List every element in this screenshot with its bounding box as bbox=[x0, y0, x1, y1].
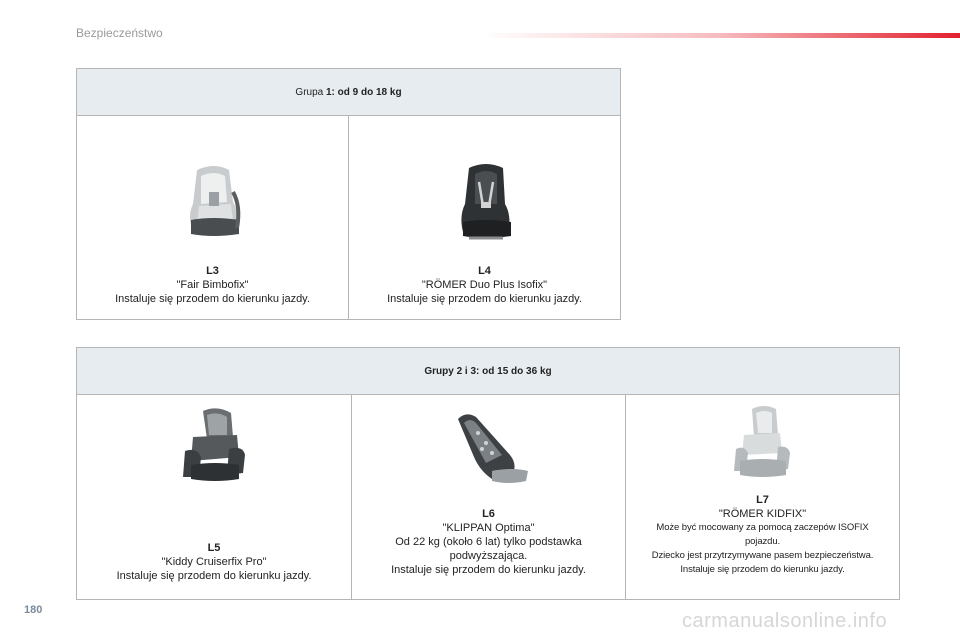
watermark: carmanualsonline.info bbox=[682, 610, 888, 632]
seat-cell-l7 bbox=[626, 395, 899, 599]
seat-info-l7-line2: pojazdu. bbox=[744, 536, 781, 547]
group2-3-header-bold: Grupy 2 i 3: od 15 do 36 kg bbox=[424, 365, 552, 377]
seat-caption-l6 bbox=[352, 507, 625, 577]
page-number: 180 bbox=[24, 604, 43, 616]
seat-info-l6-line3: Instaluje się przodem do kierunku jazdy. bbox=[391, 564, 586, 576]
seat-cell-l5 bbox=[77, 395, 352, 599]
group2-3-table bbox=[76, 347, 900, 600]
seat-info-l7-line1: Może być mocowany za pomocą zaczepów ISOFIX bbox=[656, 522, 869, 533]
section-title: Bezpieczeństwo bbox=[76, 26, 163, 40]
group1-header-prefix: Grupa bbox=[295, 86, 326, 98]
seat-name-l6: "KLIPPAN Optima" bbox=[442, 522, 535, 534]
seat-cell-l3 bbox=[77, 116, 349, 319]
header-accent-bar bbox=[480, 33, 960, 38]
seat-caption-l7 bbox=[626, 493, 899, 577]
child-seat-l6-image bbox=[452, 409, 532, 487]
seat-info-l6-line1: Od 22 kg (około 6 lat) tylko podstawka bbox=[395, 536, 582, 548]
seat-code-l5: L5 bbox=[207, 542, 221, 554]
group1-row bbox=[77, 116, 620, 319]
seat-name-l3: "Fair Bimbofix" bbox=[176, 279, 249, 291]
seat-code-l6: L6 bbox=[482, 508, 495, 520]
seat-caption-l3 bbox=[77, 264, 348, 306]
seat-info-l7-line3: Dziecko jest przytrzymywane pasem bezpieczeństwa. bbox=[651, 550, 874, 561]
seat-name-l4: "RÖMER Duo Plus Isofix" bbox=[421, 279, 548, 291]
child-seat-l5-image bbox=[177, 407, 251, 487]
seat-code-l4: L4 bbox=[478, 265, 491, 277]
seat-caption-l5 bbox=[77, 541, 351, 583]
seat-info-l3: Instaluje się przodem do kierunku jazdy. bbox=[115, 293, 310, 305]
seat-cell-l6 bbox=[352, 395, 626, 599]
seat-code-l3: L3 bbox=[206, 265, 219, 277]
seat-name-l7: "RÖMER KIDFIX" bbox=[718, 508, 807, 520]
group1-header bbox=[77, 69, 620, 116]
seat-caption-l4 bbox=[349, 264, 620, 306]
child-seat-l7-image bbox=[730, 405, 796, 487]
seat-info-l4: Instaluje się przodem do kierunku jazdy. bbox=[387, 293, 582, 305]
child-seat-l3-image bbox=[179, 162, 249, 242]
group1-header-bold: 1: od 9 do 18 kg bbox=[326, 86, 402, 98]
group2-3-row bbox=[77, 395, 899, 599]
seat-info-l6-line2: podwyższająca. bbox=[449, 550, 528, 562]
seat-name-l5: "Kiddy Cruiserfix Pro" bbox=[161, 556, 267, 568]
seat-info-l7-line4: Instaluje się przodem do kierunku jazdy. bbox=[680, 564, 845, 575]
seat-info-l5: Instaluje się przodem do kierunku jazdy. bbox=[116, 570, 312, 582]
seat-code-l7: L7 bbox=[756, 494, 769, 506]
group1-table bbox=[76, 68, 621, 320]
group2-3-header bbox=[77, 348, 899, 395]
child-seat-l4-image bbox=[451, 162, 521, 244]
seat-cell-l4 bbox=[349, 116, 620, 319]
